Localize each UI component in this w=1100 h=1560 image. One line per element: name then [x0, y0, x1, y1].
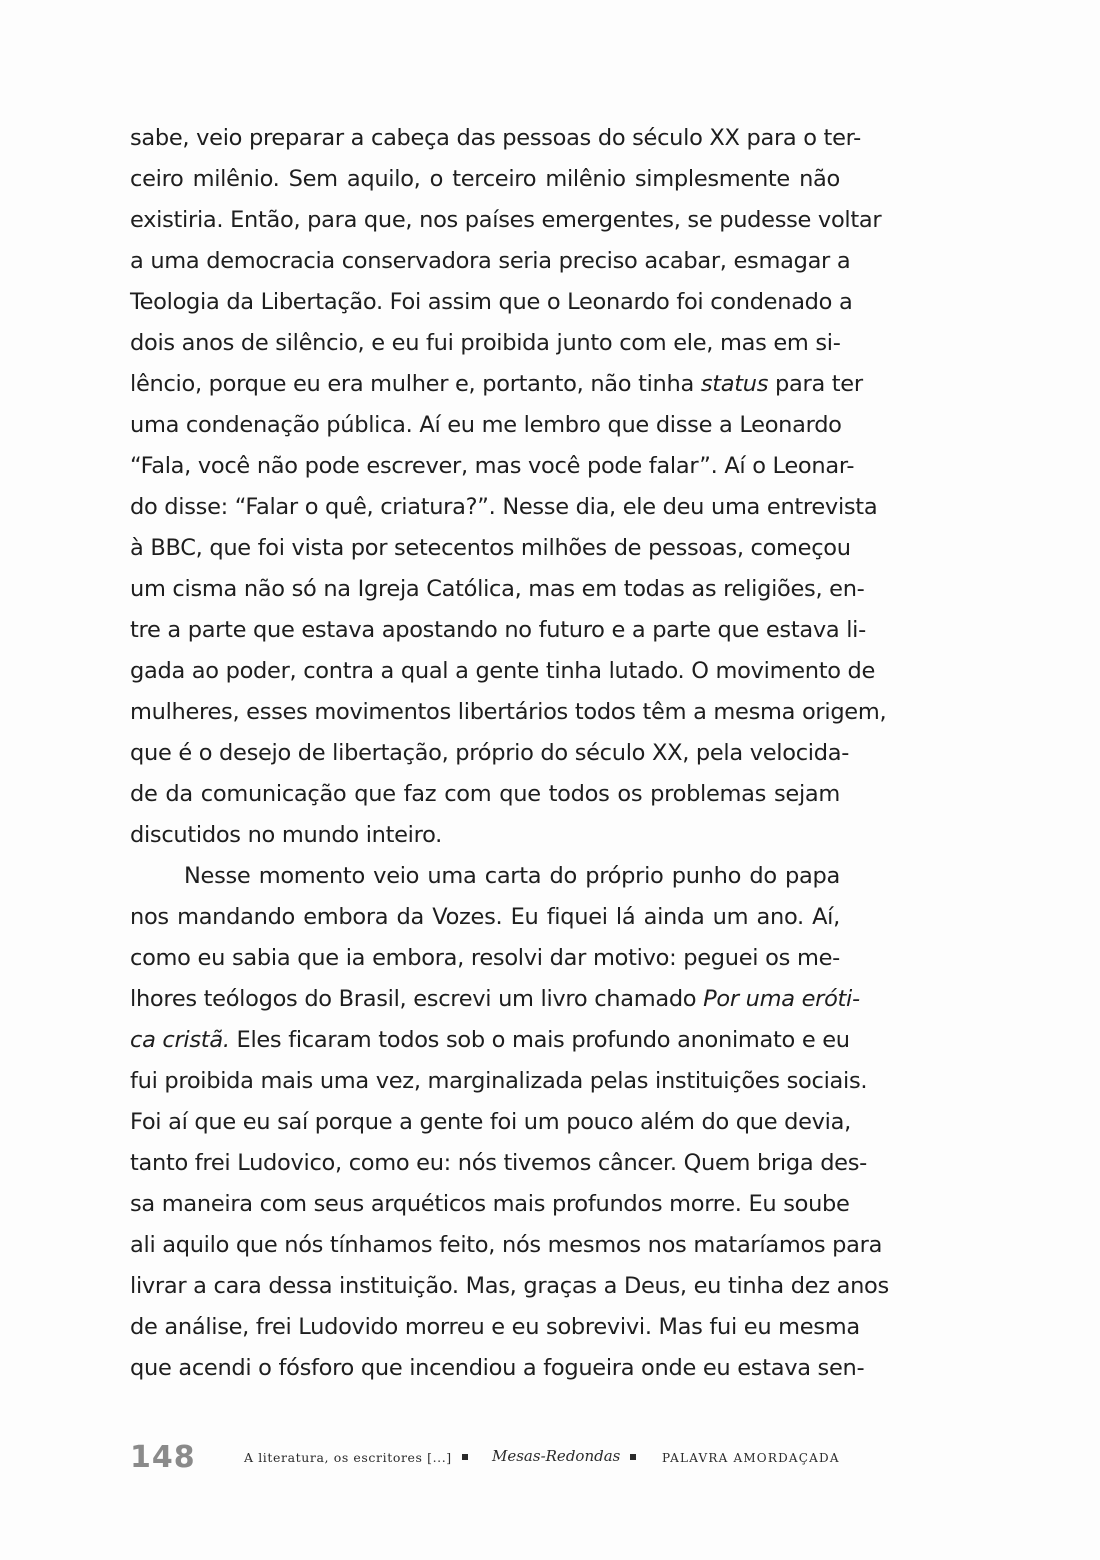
- page-number: 148: [130, 1440, 196, 1475]
- text-line: livrar a cara dessa instituição. Mas, graças a Deus, eu tinha dez anos: [130, 1273, 889, 1299]
- text-line: [130, 1020, 850, 1061]
- italic-term: status: [700, 371, 769, 397]
- text-line: sa maneira com seus arquéticos mais profundos morre. Eu soube: [130, 1191, 850, 1217]
- text-line: de análise, frei Ludovido morreu e eu sobrevivi. Mas fui eu mesma: [130, 1314, 860, 1340]
- text-line: ali aquilo que nós tínhamos feito, nós mesmos nos mataríamos para: [130, 1232, 883, 1258]
- running-footer-left: A literatura, os escritores [...]: [244, 1450, 452, 1465]
- book-title-italic: Por uma eróti-: [703, 986, 860, 1012]
- bullet-separator: [462, 1454, 468, 1460]
- bullet-separator: [630, 1454, 636, 1460]
- text-line: Teologia da Libertação. Foi assim que o Leonardo foi condenado a: [130, 289, 853, 315]
- text-line: tanto frei Ludovico, como eu: nós tivemos câncer. Quem briga des-: [130, 1150, 867, 1176]
- text-span: para ter: [768, 371, 863, 397]
- text-line: tre a parte que estava apostando no futuro e a parte que estava li-: [130, 617, 866, 643]
- text-line: mulheres, esses movimentos libertários todos têm a mesma origem,: [130, 699, 887, 725]
- text-line: do disse: “Falar o quê, criatura?”. Nesse dia, ele deu uma entrevista: [130, 494, 878, 520]
- text-line: nos mandando embora da Vozes. Eu fiquei lá ainda um ano. Aí,: [130, 904, 840, 930]
- text-line: fui proibida mais uma vez, marginalizada pelas instituições sociais.: [130, 1068, 868, 1094]
- text-line: sabe, veio preparar a cabeça das pessoas do século XX para o ter-: [130, 125, 861, 151]
- running-footer-middle: Mesas-Redondas: [492, 1447, 621, 1465]
- text-line: como eu sabia que ia embora, resolvi dar motivo: peguei os me-: [130, 945, 840, 971]
- body-text: [130, 118, 889, 1389]
- text-line: [130, 364, 863, 405]
- running-footer-right: PALAVRA AMORDAÇADA: [662, 1451, 840, 1465]
- text-line: que é o desejo de libertação, próprio do século XX, pela velocida-: [130, 740, 850, 766]
- text-line: Nesse momento veio uma carta do próprio punho do papa: [184, 863, 840, 889]
- text-line: gada ao poder, contra a qual a gente tinha lutado. O movimento de: [130, 658, 876, 684]
- text-line: Foi aí que eu saí porque a gente foi um pouco além do que devia,: [130, 1109, 851, 1135]
- text-line: a uma democracia conservadora seria preciso acabar, esmagar a: [130, 248, 851, 274]
- text-line: ceiro milênio. Sem aquilo, o terceiro milênio simplesmente não: [130, 166, 840, 192]
- page-footer: [130, 1440, 842, 1476]
- text-line: um cisma não só na Igreja Católica, mas em todas as religiões, en-: [130, 576, 865, 602]
- book-title-italic: ca cristã.: [130, 1027, 230, 1053]
- text-line: “Fala, você não pode escrever, mas você pode falar”. Aí o Leonar-: [130, 453, 855, 479]
- text-line: [130, 979, 860, 1020]
- text-line: uma condenação pública. Aí eu me lembro que disse a Leonardo: [130, 412, 842, 438]
- text-line: à BBC, que foi vista por setecentos milhões de pessoas, começou: [130, 535, 851, 561]
- text-span: lêncio, porque eu era mulher e, portanto, não tinha: [130, 371, 701, 397]
- text-span: Eles ficaram todos sob o mais profundo anonimato e eu: [229, 1027, 850, 1053]
- text-line: dois anos de silêncio, e eu fui proibida junto com ele, mas em si-: [130, 330, 841, 356]
- text-line: existiria. Então, para que, nos países emergentes, se pudesse voltar: [130, 207, 882, 233]
- text-line: que acendi o fósforo que incendiou a fogueira onde eu estava sen-: [130, 1355, 865, 1381]
- text-span: lhores teólogos do Brasil, escrevi um livro chamado: [130, 986, 704, 1012]
- text-line: discutidos no mundo inteiro.: [130, 822, 443, 848]
- text-line: de da comunicação que faz com que todos os problemas sejam: [130, 781, 840, 807]
